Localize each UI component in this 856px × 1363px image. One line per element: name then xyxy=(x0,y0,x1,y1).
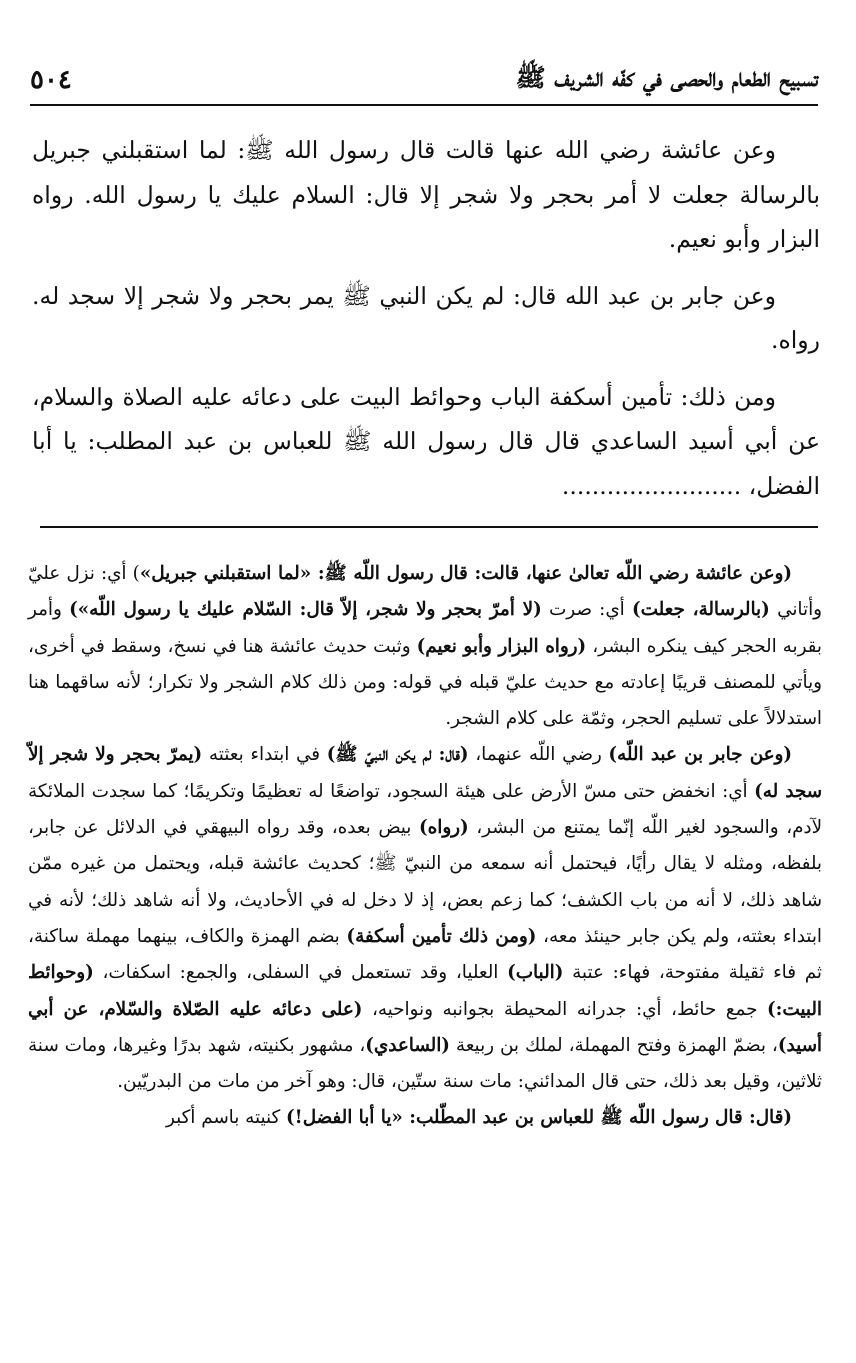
commentary-run: جمع حائط، أي: جدرانه المحيطة بجوانبه ونواحيه، xyxy=(362,998,767,1020)
bold-quote-run: (وعن عائشة رضي اللّه تعالىٰ عنها، قالت: قال رسول اللّه ﷺ: «لما استقبلني جبريل» xyxy=(139,563,792,584)
bold-quote-run: (وعن جابر بن عبد اللّه) xyxy=(608,744,793,766)
page-header xyxy=(30,56,818,106)
commentary-run: ، بضمّ الهمزة وفتح المهملة، لملك بن ربيعة xyxy=(449,1034,778,1056)
bold-quote-run: (وحوائط البيت:) xyxy=(28,962,822,1020)
page-number: ٥٠٤ xyxy=(30,65,72,95)
bold-quote-run: (بالرسالة، جعلت) xyxy=(632,599,770,621)
commentary-run: ، مشهور بكنيته، شهد بدرًا وغيرها، ومات سنة ثلاثين، وقيل بعد ذلك، حتى قال المدائني: مات سنة ستّين، قال: وهو آخر من مات من البدريّين. xyxy=(28,1034,822,1093)
commentary-run: في ابتداء بعثته xyxy=(202,744,327,766)
commentary-block xyxy=(28,556,822,1137)
main-paragraph: ومن ذلك: تأمين أسكفة الباب وحوائط البيت على دعائه عليه الصلاة والسلام، عن أبي أسيد الساعدي قال قال رسول الله ﷺ للعباس بن عبد المطلب: يا أبا الفضل، ........................ xyxy=(32,382,820,500)
commentary-run: وأمر بقربه الحجر كيف ينكره البشر، xyxy=(28,599,822,657)
bold-quote-run: (قال: قال رسول اللّه ﷺ للعباس بن عبد المطّلب: «يا أبا الفضل!) xyxy=(286,1107,792,1129)
main-text-block xyxy=(32,128,820,520)
bold-quote-run: (ومن ذلك تأمين أسكفة) xyxy=(346,925,537,947)
commentary-run: ) أي: نزل عليّ وأتاني xyxy=(28,563,822,621)
bold-quote-run: (الباب) xyxy=(507,962,564,984)
commentary-run: رضي اللّه عنهما، xyxy=(468,744,609,766)
commentary-paragraph xyxy=(28,1100,822,1136)
commentary-paragraph xyxy=(28,556,822,737)
running-title: تسبيح الطعام والحصى في كفّه الشريف ﷺ xyxy=(515,62,818,92)
bold-quote-run: (يمرّ بحجر ولا شجر إلاّ سجد له) xyxy=(28,744,822,802)
commentary-paragraph xyxy=(28,737,822,1100)
commentary-run: وثبت حديث عائشة هنا في نسخ، وسقط في أخرى، ويأتي للمصنف قريبًا إعادته مع حديث عليّ قبله في قوله: ومن ذلك كلام الشجر ولا تكرار؛ لأنه ساقهما هنا استدلالاً على تسليم الحجر، وثمّة على كلام الشجر. xyxy=(28,635,822,730)
commentary-run: كنيته باسم أكبر xyxy=(166,1107,287,1129)
commentary-run: بضم الهمزة والكاف، بينهما مهملة ساكنة، ثم فاء ثقيلة مفتوحة، فهاء: عتبة xyxy=(28,925,822,984)
bold-quote-run: (الساعدي) xyxy=(365,1034,450,1056)
bold-quote-run: (قال: لم يكن النبيّ ﷺ) xyxy=(326,744,469,766)
main-paragraph: وعن جابر بن عبد الله قال: لم يكن النبي ﷺ يمر بحجر ولا شجر إلا سجد له. رواه. xyxy=(32,281,820,354)
bold-quote-run: (رواه البزار وأبو نعيم) xyxy=(416,635,587,657)
commentary-run: أي: انخفض حتى مسّ الأرض على هيئة السجود، تواضعًا له تعظيمًا وتكريمًا؛ كما سجدت الملائكة لآدم، والسجود لغير اللّه إنّما يمتنع من البشر، xyxy=(28,780,822,839)
bold-quote-run: (لا أمرّ بحجر ولا شجر، إلاّ قال: السّلام عليك يا رسول اللّه») xyxy=(69,599,542,621)
bold-quote-run: (على دعائه عليه الصّلاة والسّلام، عن أبي أسيد) xyxy=(28,998,822,1056)
commentary-run: بيض بعده، وقد رواه البيهقي في الدلائل عن جابر، بلفظه، ومثله لا يقال رأيًا، فيحتمل أنه سمعه من النبيّ ﷺ؛ كحديث عائشة قبله، ويحتمل من غيره ممّن شاهد ذلك، لا أنه من باب الكشف؛ كما زعم بعض، إذ لا دخل له في الأحاديث، ولا أنه شاهد ذلك؛ لأنه في ابتداء بعثته، ولم يكن جابر حينئذ معه، xyxy=(28,817,822,947)
commentary-run: أي: صرت xyxy=(541,599,633,621)
commentary-run: العليا، وقد تستعمل في السفلى، والجمع: اسكفات، xyxy=(93,962,508,984)
section-divider xyxy=(40,526,818,528)
main-paragraph: وعن عائشة رضي الله عنها قالت قال رسول الله ﷺ: لما استقبلني جبريل بالرسالة جعلت لا أمر بحجر ولا شجر إلا قال: السلام عليك يا رسول الله. رواه البزار وأبو نعيم. xyxy=(32,136,820,253)
bold-quote-run: (رواه) xyxy=(419,817,469,839)
